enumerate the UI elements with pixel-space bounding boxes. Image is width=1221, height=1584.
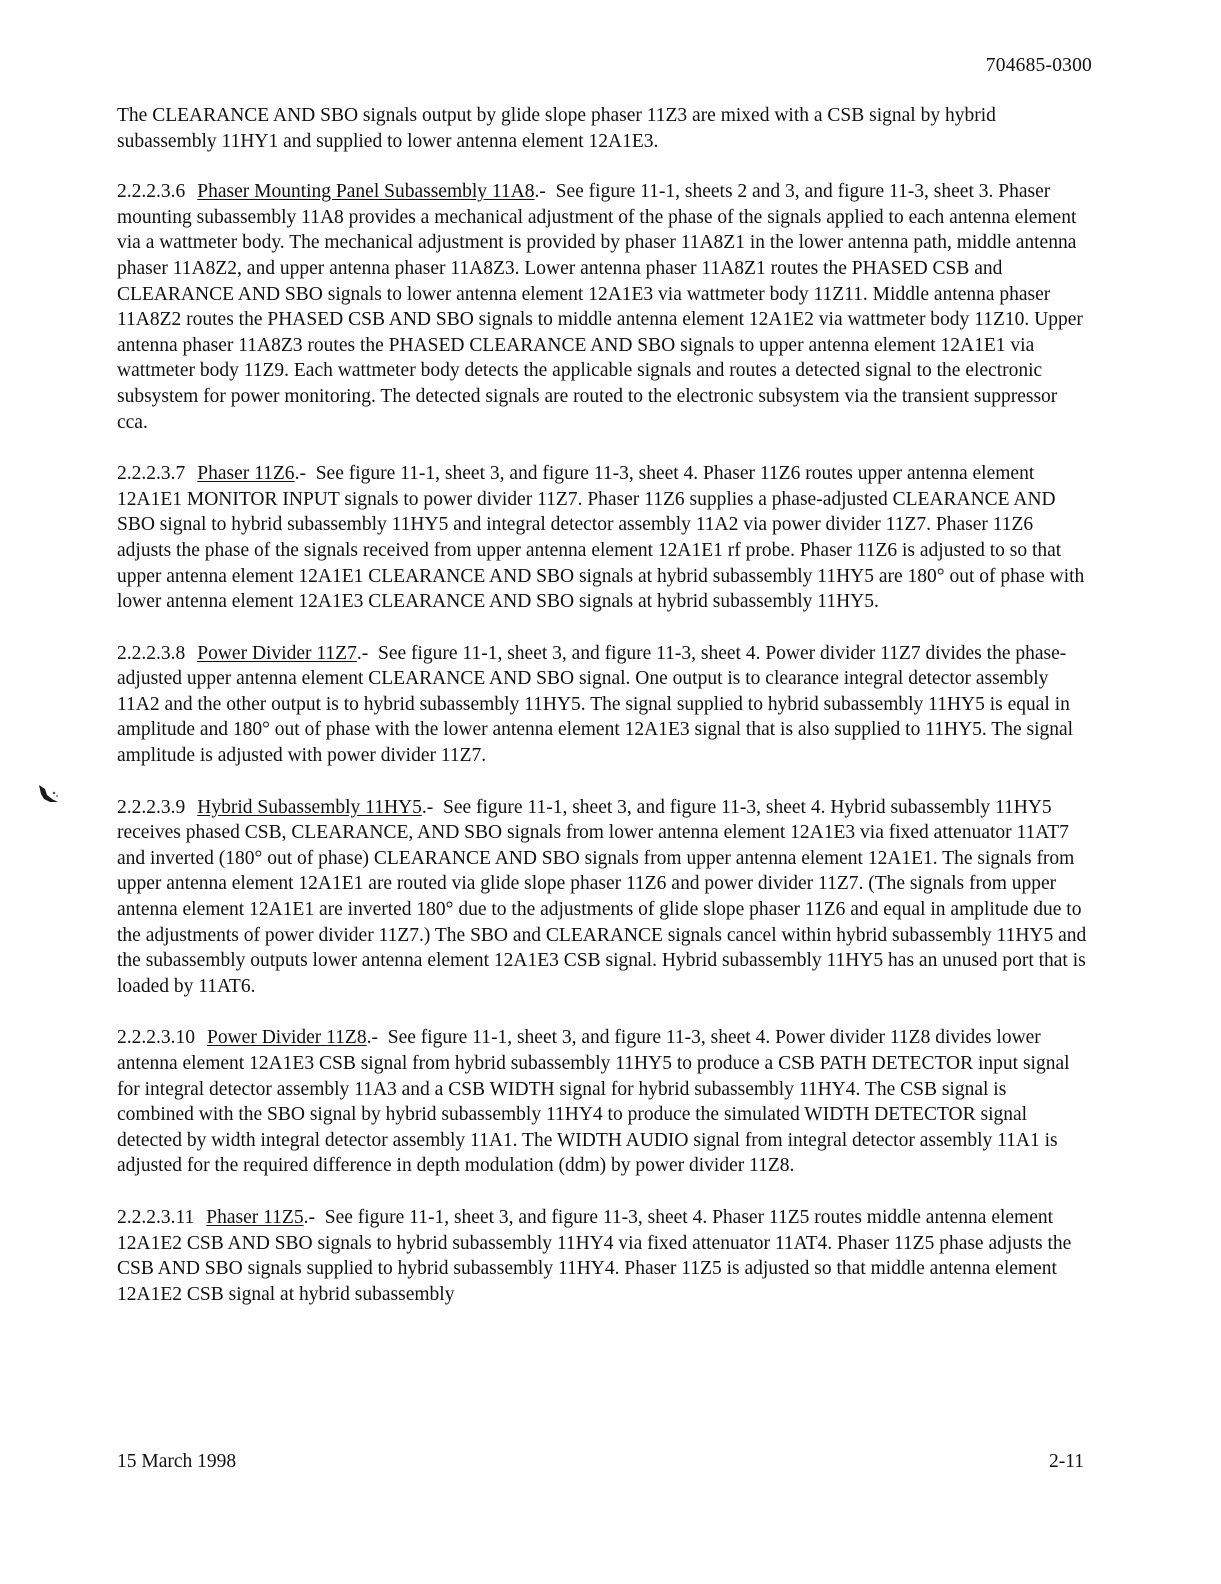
paragraph-title: Phaser Mounting Panel Subassembly 11A8 <box>197 181 535 203</box>
paragraph-number: 2.2.2.3.7 <box>117 463 186 485</box>
paragraph-text: See figure 11-1, sheet 3, and figure 11-3, sheet 4. Hybrid subassembly 11HY5 receives phased CSB, CLEARANCE, AND SBO signals from lower antenna element 12A1E3 via fixed attenuator 11AT7 and inverted (180° out of phase) CLEARANCE AND SBO signals from upper antenna element 12A1E1. The signals from upper antenna element 12A1E1 are routed via glide slope phaser 11Z6 and power divider 11Z7. (The signals from upper antenna element 12A1E1 are inverted 180° due to the adjustments of glide slope phaser 11Z6 and equal in amplitude due to the adjustments of power divider 11Z7.) The SBO and CLEARANCE signals cancel within hybrid subassembly 11HY5 and the subassembly outputs lower antenna element 12A1E3 CSB signal. Hybrid subassembly 11HY5 has an unused port that is loaded by 11AT6. <box>117 796 1087 997</box>
paragraph-2-2-2-3-10 <box>117 1025 1087 1179</box>
paragraph-text: See figure 11-1, sheet 3, and figure 11-3, sheet 4. Power divider 11Z7 divides the phase-adjusted upper antenna element CLEARANCE AND SBO signal. One output is to clearance integral detector assembly 11A2 and the other output is to hybrid subassembly 11HY5. The signal supplied to hybrid subassembly 11HY5 is equal in amplitude and 180° out of phase with the lower antenna element 12A1E3 signal that is also supplied to 11HY5. The signal amplitude is adjusted with power divider 11Z7. <box>117 642 1074 767</box>
paragraph-title: Power Divider 11Z8 <box>207 1027 367 1049</box>
paragraph-title: Phaser 11Z6 <box>197 463 295 485</box>
paragraph-title: Power Divider 11Z7 <box>197 642 357 664</box>
paragraph-number: 2.2.2.3.10 <box>117 1027 195 1049</box>
paragraph-title: Hybrid Subassembly 11HY5 <box>197 796 422 818</box>
paragraph-number: 2.2.2.3.9 <box>117 796 186 818</box>
paragraph-2-2-2-3-8 <box>117 641 1087 769</box>
title-suffix: .- <box>294 463 306 485</box>
paragraph-text: See figure 11-1, sheet 3, and figure 11-3, sheet 4. Power divider 11Z8 divides lower antenna element 12A1E3 CSB signal from hybrid subassembly 11HY5 to produce a CSB PATH DETECTOR input signal for integral detector assembly 11A3 and a CSB WIDTH signal for hybrid subassembly 11HY4. The CSB signal is combined with the SBO signal by hybrid subassembly 11HY4 to produce the simulated WIDTH DETECTOR signal detected by width integral detector assembly 11A1. The WIDTH AUDIO signal from integral detector assembly 11A1 is adjusted for the required difference in depth modulation (ddm) by power divider 11Z8. <box>117 1027 1070 1177</box>
document-number: 704685-0300 <box>985 55 1092 76</box>
paragraph-text: See figure 11-1, sheet 3, and figure 11-3, sheet 4. Phaser 11Z5 routes middle antenna element 12A1E2 CSB AND SBO signals to hybrid subassembly 11HY4 via fixed attenuator 11AT4. Phaser 11Z5 phase adjusts the CSB AND SBO signals supplied to hybrid subassembly 11HY4. Phaser 11Z5 is adjusted so that middle antenna element 12A1E2 CSB signal at hybrid subassembly <box>117 1206 1072 1305</box>
paragraph-2-2-2-3-7 <box>117 461 1087 615</box>
title-suffix: .- <box>356 642 369 664</box>
title-suffix: .- <box>421 796 434 818</box>
page-number: 2-11 <box>1048 1451 1084 1472</box>
paragraph-number: 2.2.2.3.11 <box>117 1206 195 1228</box>
paragraph-number: 2.2.2.3.6 <box>117 181 186 203</box>
paragraph-2-2-2-3-9 <box>117 795 1087 1000</box>
title-suffix: .- <box>534 181 546 203</box>
title-suffix: .- <box>366 1027 378 1049</box>
paragraph-text: See figure 11-1, sheet 3, and figure 11-3, sheet 4. Phaser 11Z6 routes upper antenna element 12A1E1 MONITOR INPUT signals to power divider 11Z7. Phaser 11Z6 supplies a phase-adjusted CLEARANCE AND SBO signal to hybrid subassembly 11HY5 and integral detector assembly 11A2 via power divider 11Z7. Phaser 11Z6 adjusts the phase of the signals received from upper antenna element 12A1E1 rf probe. Phaser 11Z6 is adjusted to so that upper antenna element 12A1E1 CLEARANCE AND SBO signals at hybrid subassembly 11HY5 are 180° out of phase with lower antenna element 12A1E3 CLEARANCE AND SBO signals at hybrid subassembly 11HY5. <box>117 463 1085 613</box>
paragraph-2-2-2-3-11 <box>117 1205 1087 1307</box>
document-body <box>117 103 1087 1333</box>
title-suffix: .- <box>303 1206 315 1228</box>
paragraph-intro <box>117 103 1087 154</box>
paragraph-2-2-2-3-6 <box>117 179 1087 435</box>
footer-date: 15 March 1998 <box>117 1451 237 1472</box>
paragraph-text: See figure 11-1, sheets 2 and 3, and figure 11-3, sheet 3. Phaser mounting subassembly 11A8 provides a mechanical adjustment of the phase of the signals applied to each antenna element via a wattmeter body. The mechanical adjustment is provided by phaser 11A8Z1 in the lower antenna path, middle antenna phaser 11A8Z2, and upper antenna phaser 11A8Z3. Lower antenna phaser 11A8Z1 routes the PHASED CSB and CLEARANCE AND SBO signals to lower antenna element 12A1E3 via wattmeter body 11Z11. Middle antenna phaser 11A8Z2 routes the PHASED CSB AND SBO signals to middle antenna element 12A1E2 via wattmeter body 11Z10. Upper antenna phaser 11A8Z3 routes the PHASED CLEARANCE AND SBO signals to upper antenna element 12A1E1 via wattmeter body 11Z9. Each wattmeter body detects the applicable signals and routes a detected signal to the electronic subsystem for power monitoring. The detected signals are routed to the electronic subsystem via the transient suppressor cca. <box>117 181 1083 433</box>
paragraph-text: The CLEARANCE AND SBO signals output by glide slope phaser 11Z3 are mixed with a CSB signal by hybrid subassembly 11HY1 and supplied to lower antenna element 12A1E3. <box>117 105 996 152</box>
scan-speck-mark <box>36 783 62 807</box>
paragraph-number: 2.2.2.3.8 <box>117 642 186 664</box>
paragraph-title: Phaser 11Z5 <box>206 1206 304 1228</box>
